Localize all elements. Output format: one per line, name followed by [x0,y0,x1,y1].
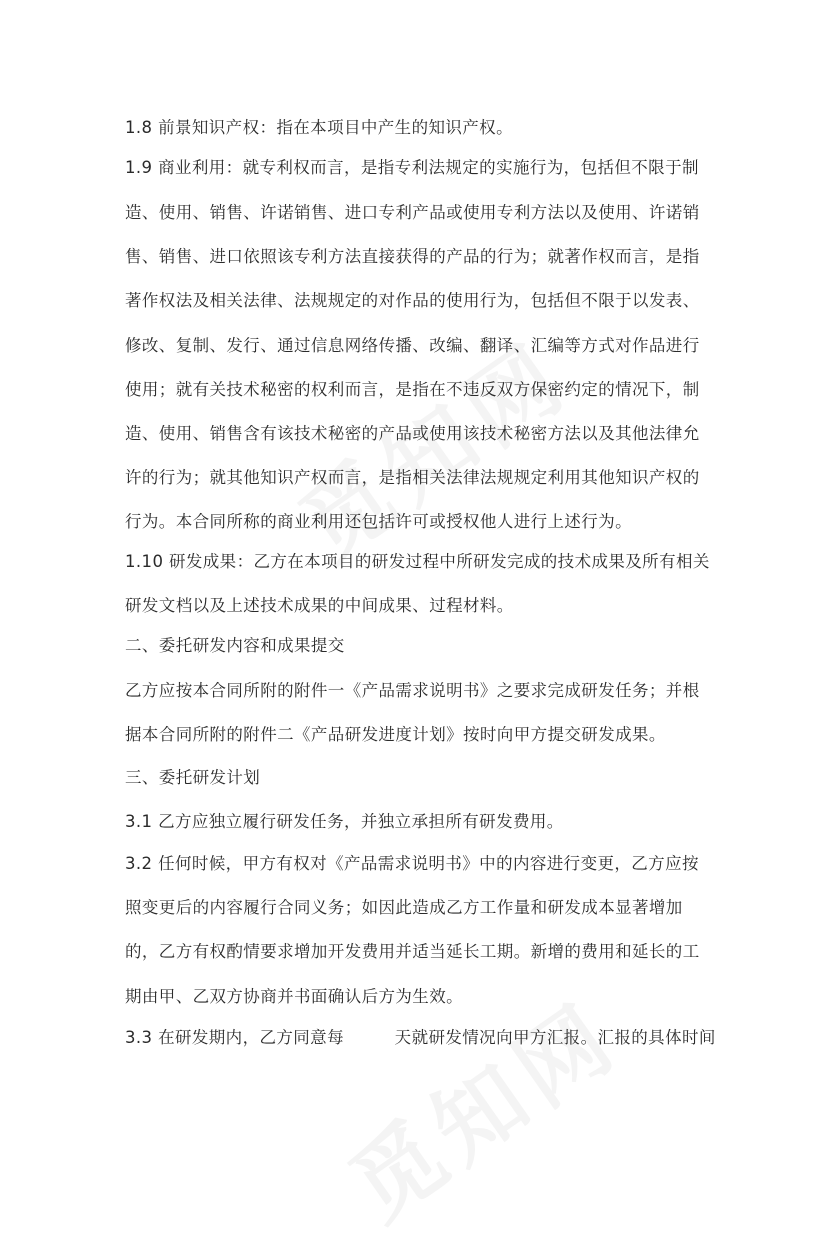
clause-1-10-line-1: 1.10 研发成果：乙方在本项目的研发过程中所研发完成的技术成果及所有相关 [125,552,710,571]
clause-3-2-line-1: 3.2 任何时候，甲方有权对《产品需求说明书》中的内容进行变更，乙方应按 [125,854,699,873]
clause-3-2-line-4: 期由甲、乙双方协商并书面确认后方为生效。 [125,987,463,1006]
clause-1-9-line-6: 使用；就有关技术秘密的权利而言，是指在不违反双方保密约定的情况下，制 [125,380,700,399]
clause-3-1: 3.1 乙方应独立履行研发任务，并独立承担所有研发费用。 [125,812,564,831]
clause-1-9-line-1: 1.9 商业利用：就专利权而言，是指专利法规定的实施行为，包括但不限于制 [125,158,699,177]
watermark [320,966,640,1244]
clause-1-8: 1.8 前景知识产权：指在本项目中产生的知识产权。 [125,118,513,137]
clause-1-9-line-3: 售、销售、进口依照该专利方法直接获得的产品的行为；就著作权而言，是指 [125,247,700,266]
clause-1-9-line-9: 行为。本合同所称的商业利用还包括许可或授权他人进行上述行为。 [125,512,632,531]
clause-1-9-line-4: 著作权法及相关法律、法规规定的对作品的使用行为，包括但不限于以发表、 [125,291,700,310]
section-2-heading: 二、委托研发内容和成果提交 [125,636,345,655]
clause-1-10-line-2: 研发文档以及上述技术成果的中间成果、过程材料。 [125,596,514,615]
section-2-line-1: 乙方应按本合同所附的附件一《产品需求说明书》之要求完成研发任务；并根 [125,681,700,700]
section-3-heading: 三、委托研发计划 [125,768,261,787]
clause-1-9-line-5: 修改、复制、发行、通过信息网络传播、改编、翻译、汇编等方式对作品进行 [125,336,700,355]
clause-3-3-line-1: 3.3 在研发期内，乙方同意每 天就研发情况向甲方汇报。汇报的具体时间 [125,1028,716,1047]
clause-3-2-line-2: 照变更后的内容履行合同义务；如因此造成乙方工作量和研发成本显著增加 [125,898,683,917]
clause-1-9-line-7: 造、使用、销售含有该技术秘密的产品或使用该技术秘密方法以及其他法律允 [125,424,700,443]
clause-3-2-line-3: 的，乙方有权酌情要求增加开发费用并适当延长工期。新增的费用和延长的工 [125,942,700,961]
section-2-line-2: 据本合同所附的附件二《产品研发进度计划》按时向甲方提交研发成果。 [125,725,666,744]
clause-1-9-line-2: 造、使用、销售、许诺销售、进口专利产品或使用专利方法以及使用、许诺销 [125,203,700,222]
clause-1-9-line-8: 许的行为；就其他知识产权而言，是指相关法律法规规定利用其他知识产权的 [125,468,700,487]
